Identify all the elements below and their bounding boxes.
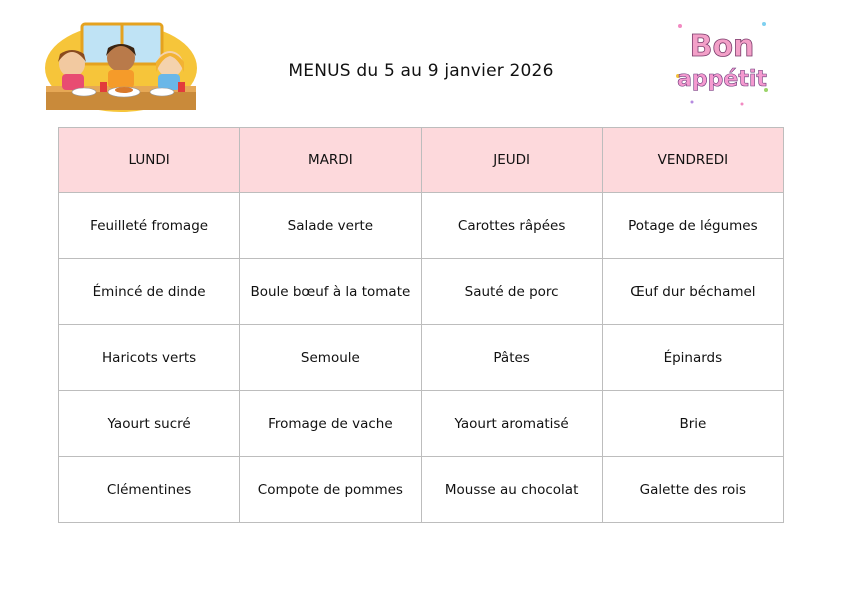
days-header-row <box>59 128 784 193</box>
menu-cell: Yaourt sucré <box>59 391 240 457</box>
menu-cell: Émincé de dinde <box>59 259 240 325</box>
table-row <box>59 457 784 523</box>
menu-cell: Clémentines <box>59 457 240 523</box>
menu-cell: Boule bœuf à la tomate <box>240 259 421 325</box>
menu-cell: Salade verte <box>240 193 421 259</box>
menu-table <box>58 127 784 523</box>
menu-cell: Œuf dur béchamel <box>602 259 783 325</box>
table-row <box>59 193 784 259</box>
menu-cell: Compote de pommes <box>240 457 421 523</box>
menu-cell: Haricots verts <box>59 325 240 391</box>
logo-text-line-2: appétit <box>677 67 767 92</box>
menu-cell: Feuilleté fromage <box>59 193 240 259</box>
menu-cell: Fromage de vache <box>240 391 421 457</box>
logo-text-line-1: Bon <box>689 29 755 64</box>
menu-cell: Pâtes <box>421 325 602 391</box>
day-header: VENDREDI <box>602 128 783 193</box>
table-row <box>59 391 784 457</box>
bon-appetit-logo <box>672 16 772 108</box>
page-title: MENUS du 5 au 9 janvier 2026 <box>288 61 554 81</box>
menu-cell: Brie <box>602 391 783 457</box>
menu-cell: Galette des rois <box>602 457 783 523</box>
menu-cell: Carottes râpées <box>421 193 602 259</box>
table-row <box>59 259 784 325</box>
menu-cell: Semoule <box>240 325 421 391</box>
menu-cell: Yaourt aromatisé <box>421 391 602 457</box>
day-header: JEUDI <box>421 128 602 193</box>
menu-cell: Mousse au chocolat <box>421 457 602 523</box>
table-row <box>59 325 784 391</box>
menu-cell: Sauté de porc <box>421 259 602 325</box>
menu-cell: Épinards <box>602 325 783 391</box>
menu-cell: Potage de légumes <box>602 193 783 259</box>
day-header: MARDI <box>240 128 421 193</box>
day-header: LUNDI <box>59 128 240 193</box>
